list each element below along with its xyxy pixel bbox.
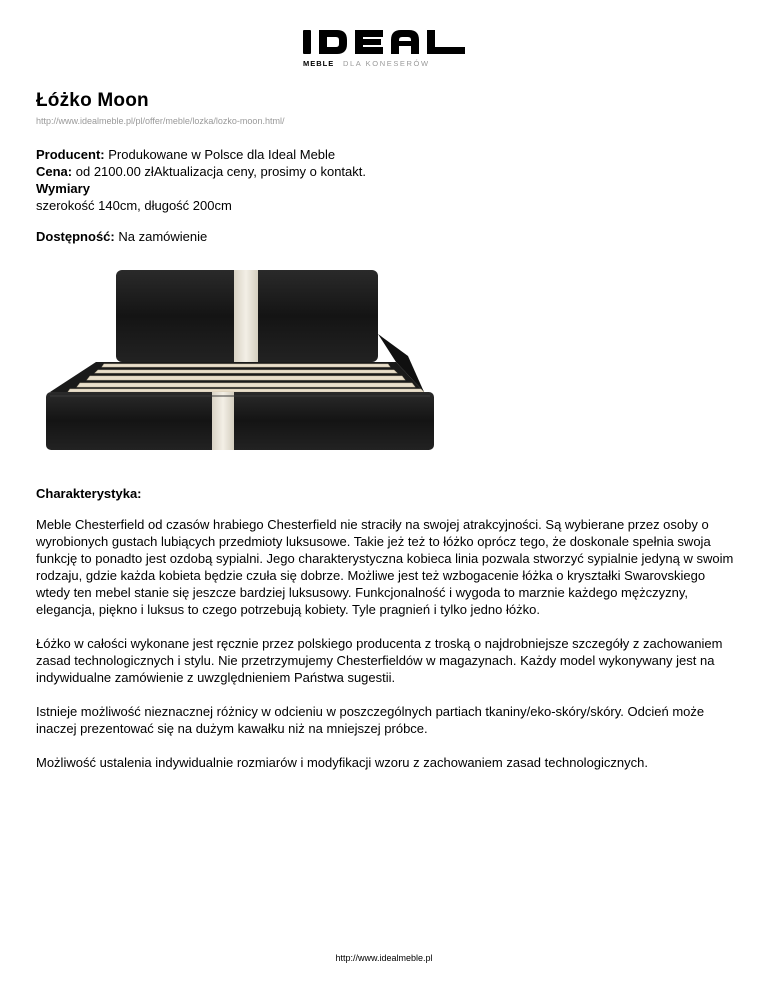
page-title: Łóżko Moon bbox=[36, 90, 149, 111]
availability-row bbox=[36, 228, 207, 245]
dimensions-row bbox=[36, 180, 366, 197]
producer-label: Producent: bbox=[36, 147, 105, 162]
bed-illustration-icon bbox=[36, 264, 436, 472]
source-url-link[interactable]: http://www.idealmeble.pl/pl/offer/meble/lozka/lozko-moon.html/ bbox=[36, 116, 285, 126]
description-paragraph-1: Meble Chesterfield od czasów hrabiego Chesterfield nie straciły na swojej atrakcyjności. Są wybierane przez osoby o wyrobionych gustach lubiących przedmioty luksusowe. Takie jeż też to łóżko oprócz tego, że doskonale spełnia swoja funkcję to ponadto jest ozdobą sypialni. Jego charakterystyczna kobieca linia pozwala stworzyć sypialnie jedyną w swoim rodzaju, gdzie każda kobieta będzie czuła się dobrze. Możliwe jest też wzbogacenie łóżka o kryształki Swarovskiego wtedy ten mebel stanie się jeszcze bardziej luksusowy. Funkcjonalność i wygoda to marznie każdego mężczyzny, elegancja, piękno i luksus to czego potrzebują kobiety. Tyle pragnień i tylko jedno łóżko. bbox=[36, 517, 734, 617]
brand-logo bbox=[0, 28, 768, 77]
logo-tagline-part1: MEBLE bbox=[303, 59, 335, 68]
price-value: od 2100.00 złAktualizacja ceny, prosimy o kontakt. bbox=[75, 164, 366, 179]
price-label: Cena: bbox=[36, 164, 73, 179]
availability-label: Dostępność: bbox=[36, 229, 115, 244]
footer-url-link[interactable]: http://www.idealmeble.pl bbox=[335, 953, 433, 963]
characteristics-text bbox=[36, 516, 736, 788]
ideal-logo-icon bbox=[299, 28, 469, 72]
logo-tagline-part2: DLA KONESERÓW bbox=[343, 59, 430, 68]
product-meta bbox=[36, 146, 366, 214]
price-row bbox=[36, 163, 366, 180]
producer-value: Produkowane w Polsce dla Ideal Meble bbox=[108, 147, 336, 162]
dimensions-label: Wymiary bbox=[36, 181, 90, 196]
dimensions-value: szerokość 140cm, długość 200cm bbox=[36, 198, 232, 213]
description-paragraph-4: Możliwość ustalenia indywidualnie rozmiarów i modyfikacji wzoru z zachowaniem zasad technologicznych. bbox=[36, 755, 648, 770]
characteristics-heading: Charakterystyka: bbox=[36, 486, 142, 501]
description-paragraph-3: Istnieje możliwość nieznacznej różnicy w odcieniu w poszczególnych partiach tkaniny/eko-skóry/skóry. Odcień może inaczej prezentować się na dużym kawałku niż na mniejszej próbce. bbox=[36, 704, 705, 736]
description-paragraph-2: Łóżko w całości wykonane jest ręcznie przez polskiego producenta z troską o najdrobniejsze szczegóły z zachowaniem zasad technologicznych i stylu. Nie przetrzymujemy Chesterfieldów w magazynach. Każdy model wykonywany jest na indywidualne zamówienie z uwzględnieniem Państwa sugestii. bbox=[36, 636, 723, 685]
bed-photo bbox=[36, 264, 436, 472]
producer-row bbox=[36, 146, 366, 163]
availability-value: Na zamówienie bbox=[118, 229, 208, 244]
